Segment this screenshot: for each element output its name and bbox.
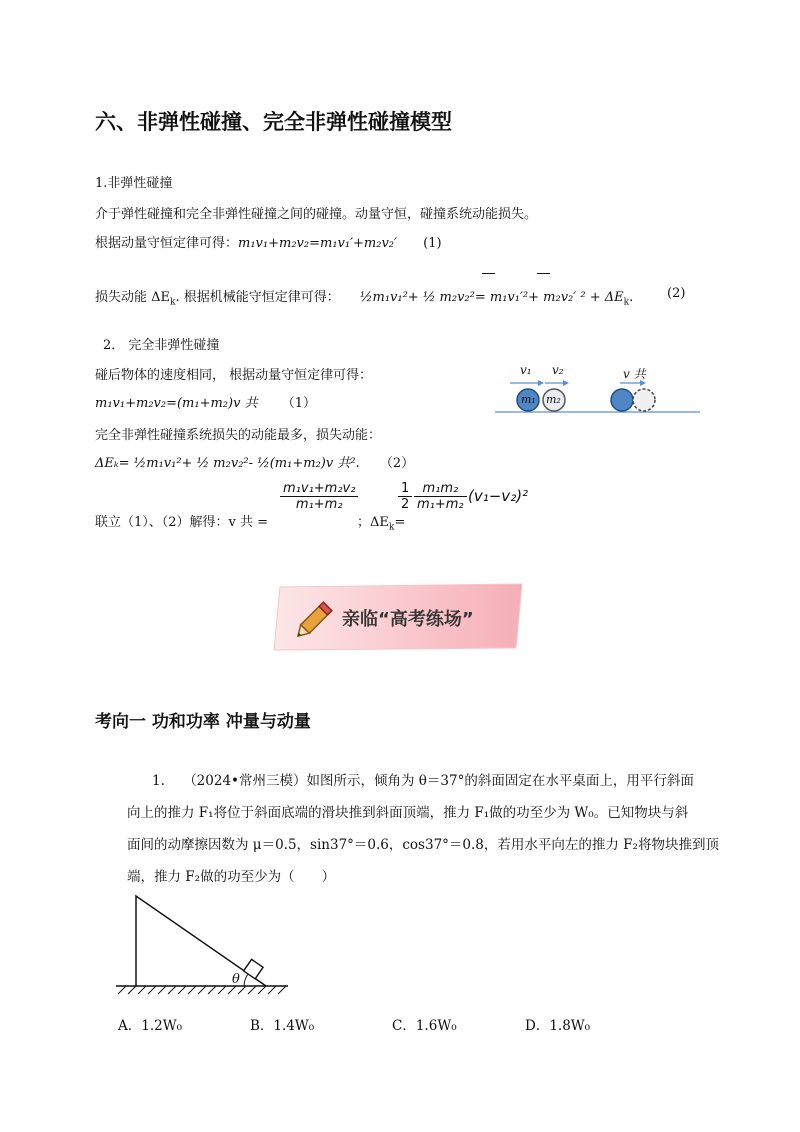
- v-common-denominator: m₁+m₂: [295, 497, 343, 512]
- practice-banner: [272, 582, 529, 652]
- part1-energy-mid: . 根据机械能守恒定律可得：: [175, 290, 340, 305]
- option-a-value: 1.2W₀: [141, 1018, 183, 1034]
- part2-momentum-line: [95, 392, 316, 411]
- part2-loss-line: [95, 452, 414, 471]
- v-common-fraction: [280, 481, 358, 512]
- half-denominator: 2: [401, 497, 410, 512]
- delta-ek-label: [357, 511, 405, 533]
- option-d-value: 1.8W₀: [549, 1018, 591, 1034]
- part1-energy-no: (2): [667, 286, 686, 301]
- angle-arc: [244, 974, 248, 986]
- part1-energy-prefix: 损失动能 ΔE: [95, 290, 171, 305]
- question-line-2: 向上的推力 F₁将位于斜面底端的滑块推到斜面顶端，推力 F₁做的功至少为 W₀。已知物块与斜: [127, 805, 689, 821]
- option-c[interactable]: [392, 1014, 457, 1034]
- part2-momentum-eq: m₁v₁+m₂v₂=(m₁+m₂)v 共: [95, 396, 258, 411]
- question-line-3: 面间的动摩擦因数为 μ＝0.5，sin37°＝0.6，cos37°＝0.8，若用水平向左的推力 F₂将物块推到顶: [127, 837, 719, 853]
- half-fraction: [398, 481, 412, 512]
- option-a-label: A．: [118, 1018, 142, 1034]
- part1-energy-line: [95, 286, 633, 308]
- delta-ek-sep: ；ΔE: [357, 515, 389, 530]
- section-title: 六、非弹性碰撞、完全非弹性碰撞模型: [95, 110, 452, 134]
- part2-loss-eq: ΔEₖ= ½m₁v₁²+ ½ m₂v₂²- ½(m₁+m₂)v 共².: [95, 456, 360, 471]
- v2-label: v₂: [552, 363, 564, 377]
- option-d[interactable]: [525, 1014, 590, 1034]
- topic-heading: 考向一 功和功率 冲量与动量: [95, 712, 311, 732]
- v-common-numerator: m₁v₁+m₂v₂: [280, 481, 358, 497]
- part2-desc: 碰后物体的速度相同， 根据动量守恒定律可得：: [95, 368, 373, 383]
- option-d-label: D．: [525, 1018, 550, 1034]
- ball-merged-m2: [633, 389, 655, 411]
- option-b-label: B．: [250, 1018, 274, 1034]
- ball-merged-m1: [611, 389, 633, 411]
- part1-energy-eq: ½m₁v₁²+ ½ m₂v₂²= m₁v₁′²+ m₂v₂′ ² + ΔE: [359, 290, 624, 305]
- part1-energy-eq-sub: k: [623, 297, 630, 308]
- vgong-label: v 共: [623, 367, 646, 381]
- fraction-bar-2: [537, 273, 550, 274]
- banner-text: 亲临“高考练场”: [342, 609, 474, 630]
- part1-energy-sub: k: [170, 297, 176, 308]
- option-c-label: C．: [392, 1018, 416, 1034]
- question-line-1: [152, 769, 694, 789]
- option-b-value: 1.4W₀: [273, 1018, 315, 1034]
- option-c-value: 1.6W₀: [415, 1018, 457, 1034]
- v1-arrowhead: [538, 380, 544, 386]
- incline-diagram: [112, 890, 292, 1000]
- v2-arrowhead: [563, 380, 569, 386]
- part1-momentum-no: (1): [423, 236, 442, 251]
- option-a[interactable]: [118, 1014, 182, 1034]
- ground-hatching: [118, 986, 286, 994]
- reduced-mass-denominator: m₁+m₂: [417, 497, 464, 512]
- pencil-icon: [294, 594, 340, 640]
- velocity-diff-squared: (v₁−v₂)²: [468, 487, 529, 505]
- v1-label: v₁: [520, 363, 532, 377]
- part1-desc: 介于弹性碰撞和完全非弹性碰撞之间的碰撞。动量守恒，碰撞系统动能损失。: [95, 207, 538, 222]
- part2-heading: 2． 完全非弹性碰撞: [103, 338, 220, 353]
- question-number: 1.: [152, 773, 165, 789]
- question-line-4: 端，推力 F₂做的功至少为（ ）: [127, 869, 336, 885]
- delta-ek-sub: k: [388, 522, 395, 533]
- option-b[interactable]: [250, 1014, 314, 1034]
- half-numerator: 1: [398, 481, 412, 497]
- part1-heading: 1.非弹性碰撞: [95, 176, 173, 191]
- part2-solve-prefix: 联立（1）、（2）解得：v 共 =: [95, 515, 269, 530]
- part1-momentum-eq: m₁v₁+m₂v₂=m₁v₁′+m₂v₂′: [238, 236, 397, 251]
- theta-label: θ: [232, 972, 240, 987]
- part2-loss-no: （2）: [379, 456, 415, 471]
- question-line-1-text: （2024•常州三模）如图所示，倾角为 θ＝37°的斜面固定在水平桌面上，用平行斜面: [183, 773, 694, 789]
- m1-label: m₁: [521, 393, 536, 406]
- fraction-bar-1: [482, 273, 495, 274]
- reduced-mass-numerator: m₁m₂: [414, 481, 467, 497]
- part2-momentum-no: （1）: [281, 396, 316, 411]
- delta-ek-eq: =: [394, 515, 406, 530]
- m2-label: m₂: [546, 393, 561, 406]
- reduced-mass-fraction: [414, 481, 467, 512]
- part1-momentum-prefix: 根据动量守恒定律可得：: [95, 236, 239, 251]
- part1-energy-eq-end: .: [629, 290, 634, 305]
- part2-loss-desc: 完全非弹性碰撞系统损失的动能最多，损失动能：: [95, 428, 382, 443]
- part1-momentum-line: [95, 232, 442, 251]
